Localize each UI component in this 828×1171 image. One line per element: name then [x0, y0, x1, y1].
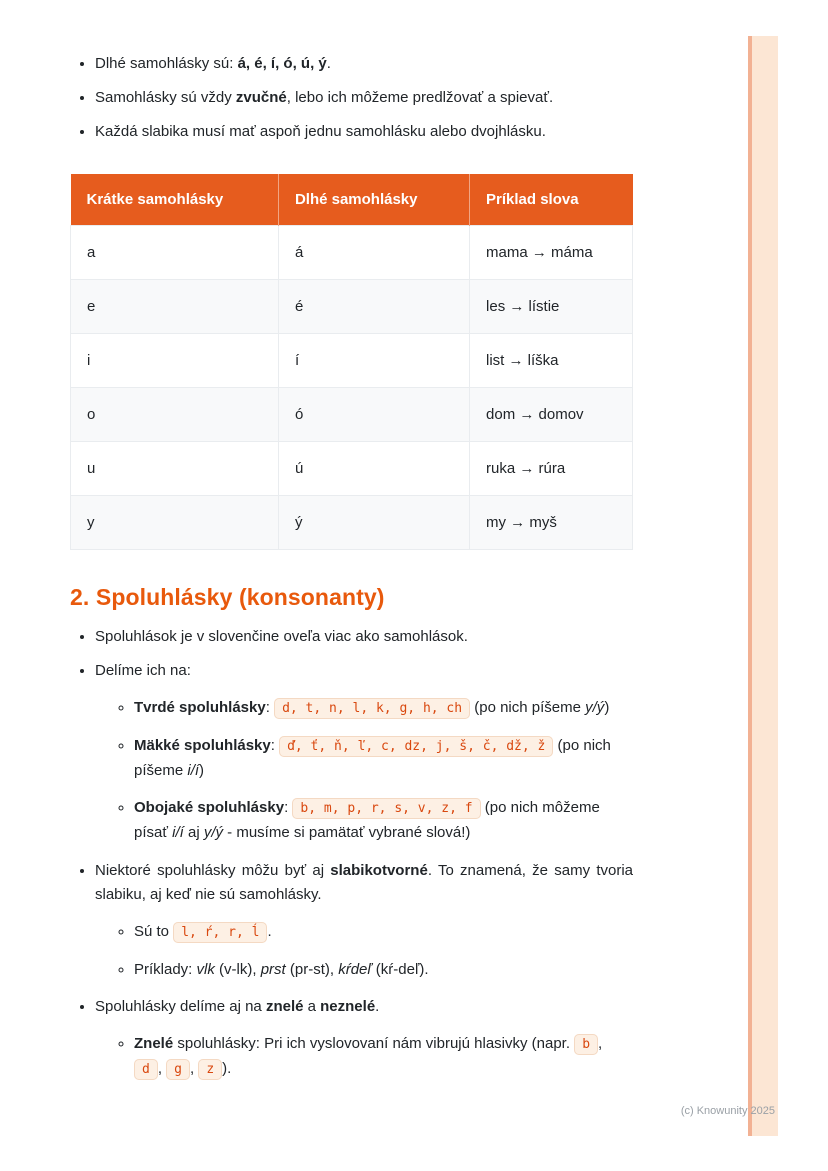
list-item-text [95, 862, 633, 903]
code-chip: ď, ť, ň, ľ, c, dz, j, š, č, dž, ž [279, 736, 553, 757]
text-run: Spoluhlásky delíme aj na [95, 998, 266, 1016]
list-item [95, 995, 633, 1082]
table-cell: é [278, 280, 469, 334]
table-cell: o [71, 388, 279, 442]
list-item [134, 696, 633, 721]
text-run: (kŕ-deľ). [371, 960, 429, 978]
vowel-table [70, 174, 633, 550]
list-item-text [95, 662, 191, 679]
list-item [95, 659, 633, 846]
table-row [71, 280, 633, 334]
text-run: : [265, 699, 275, 716]
text-run: ) [604, 699, 610, 716]
bold-text: á, é, í, ó, ú, ý [237, 55, 327, 72]
italic-text: y/ý [203, 824, 224, 841]
page-edge-decoration [748, 36, 778, 1136]
bold-text: neznelé [320, 998, 376, 1016]
italic-text: i/í [187, 761, 200, 779]
list-item [95, 120, 633, 144]
text-run: ). [222, 1060, 232, 1077]
table-cell: list → líška [470, 334, 633, 388]
syllabic-consonants-sublist [95, 920, 633, 983]
bold-text: Tvrdé spoluhlásky [134, 699, 266, 716]
list-item [134, 796, 633, 846]
text-run: (po nich píšeme [470, 699, 586, 716]
text-run: (pr-st), [285, 960, 339, 978]
table-row [71, 496, 633, 550]
table-cell: a [71, 226, 279, 280]
code-chip: z [198, 1059, 222, 1080]
table-row [71, 334, 633, 388]
voiced-consonants-sublist [95, 1032, 633, 1082]
code-chip: d, t, n, l, k, g, h, ch [274, 698, 470, 719]
italic-text: y/ý [585, 699, 605, 716]
code-chip: l, ŕ, r, ĺ [173, 922, 267, 943]
code-chip: b, m, p, r, s, v, z, f [292, 798, 480, 819]
text-run: , lebo ich môžeme predlžovať a spievať. [286, 89, 554, 106]
list-item [134, 920, 633, 945]
italic-text: vlk [196, 960, 215, 978]
bold-text: Obojaké spoluhlásky [134, 799, 285, 817]
text-run: Samohlásky sú vždy [95, 89, 236, 106]
list-item-text [95, 998, 379, 1015]
text-run: (po nich píšeme [134, 736, 611, 779]
list-item [95, 52, 633, 76]
copyright-text: (c) Knowunity 2025 [680, 1105, 775, 1117]
text-run: spoluhlásky: Pri ich vyslovovaní nám vibrujú hlasivky (napr. [173, 1035, 575, 1053]
table-cell: ú [278, 442, 469, 496]
text-run: (v-lk), [214, 960, 261, 978]
consonant-bullet-list [70, 625, 633, 1082]
section-heading: 2. Spoluhlásky (konsonanty) [70, 584, 385, 610]
text-run: : [284, 799, 293, 817]
vowel-table-body [71, 226, 633, 550]
table-cell: ruka → rúra [470, 442, 633, 496]
table-header-cell: Dlhé samohlásky [278, 174, 469, 226]
code-chip: d [134, 1059, 158, 1080]
bold-text: slabikotvorné [330, 861, 428, 879]
text-run: . To znamená, že samy tvoria slabiku, aj keď nie sú samohlásky. [95, 861, 634, 903]
text-run: : [270, 736, 280, 754]
table-row [71, 442, 633, 496]
code-chip: g [166, 1059, 190, 1080]
table-cell: y [71, 496, 279, 550]
table-cell: ý [278, 496, 469, 550]
table-cell: i [71, 334, 279, 388]
text-run: . [326, 55, 331, 72]
table-cell: my → myš [470, 496, 633, 550]
list-item [95, 859, 633, 983]
intro-bullet-list [70, 52, 633, 144]
text-run: , [598, 1035, 603, 1053]
italic-text: i/í [172, 824, 184, 841]
text-run: Niektoré spoluhlásky môžu byť aj [95, 861, 331, 879]
text-run: Delíme ich na: [95, 662, 191, 679]
vowel-table-header [71, 174, 633, 226]
table-cell: á [278, 226, 469, 280]
italic-text: prst [260, 960, 286, 978]
consonant-types-sublist [95, 696, 633, 846]
text-run: - musíme si pamätať vybrané slová!) [223, 824, 471, 841]
text-run: aj [183, 824, 204, 841]
text-run: , [157, 1060, 167, 1077]
table-header-row [71, 174, 633, 226]
table-cell: dom → domov [470, 388, 633, 442]
table-row [71, 226, 633, 280]
list-item [134, 734, 633, 784]
text-run: ) [199, 761, 205, 779]
code-chip: b [574, 1034, 598, 1055]
table-cell: mama → máma [470, 226, 633, 280]
text-run: Sú to [134, 922, 174, 940]
bold-text: znelé [265, 998, 304, 1016]
text-run: Spoluhlások je v slovenčine oveľa viac ako samohlások. [95, 628, 468, 645]
text-run: Každá slabika musí mať aspoň jednu samohlásku alebo dvojhlásku. [95, 123, 546, 140]
text-run: a [303, 998, 321, 1016]
page-edge-accent-line [748, 36, 752, 1136]
text-run: , [190, 1060, 199, 1077]
list-item [95, 86, 633, 110]
list-item [134, 1032, 633, 1082]
list-item [134, 958, 633, 983]
italic-text: kŕdeľ [338, 960, 372, 978]
table-header-cell: Príklad slova [470, 174, 633, 226]
table-cell: u [71, 442, 279, 496]
document-content [70, 0, 633, 1082]
bold-text: Mäkké spoluhlásky [134, 736, 271, 754]
text-run: Príklady: [134, 960, 197, 978]
table-header-cell: Krátke samohlásky [71, 174, 279, 226]
table-cell: í [278, 334, 469, 388]
table-cell: ó [278, 388, 469, 442]
text-run: . [375, 998, 380, 1016]
table-cell: e [71, 280, 279, 334]
bold-text: Znelé [134, 1035, 174, 1053]
list-item [95, 625, 633, 649]
table-cell: les → lístie [470, 280, 633, 334]
text-run: (po nich môžeme písať [134, 799, 600, 841]
text-run: Dlhé samohlásky sú: [95, 55, 238, 72]
bold-text: zvučné [235, 89, 287, 106]
table-row [71, 388, 633, 442]
text-run: . [267, 922, 272, 940]
